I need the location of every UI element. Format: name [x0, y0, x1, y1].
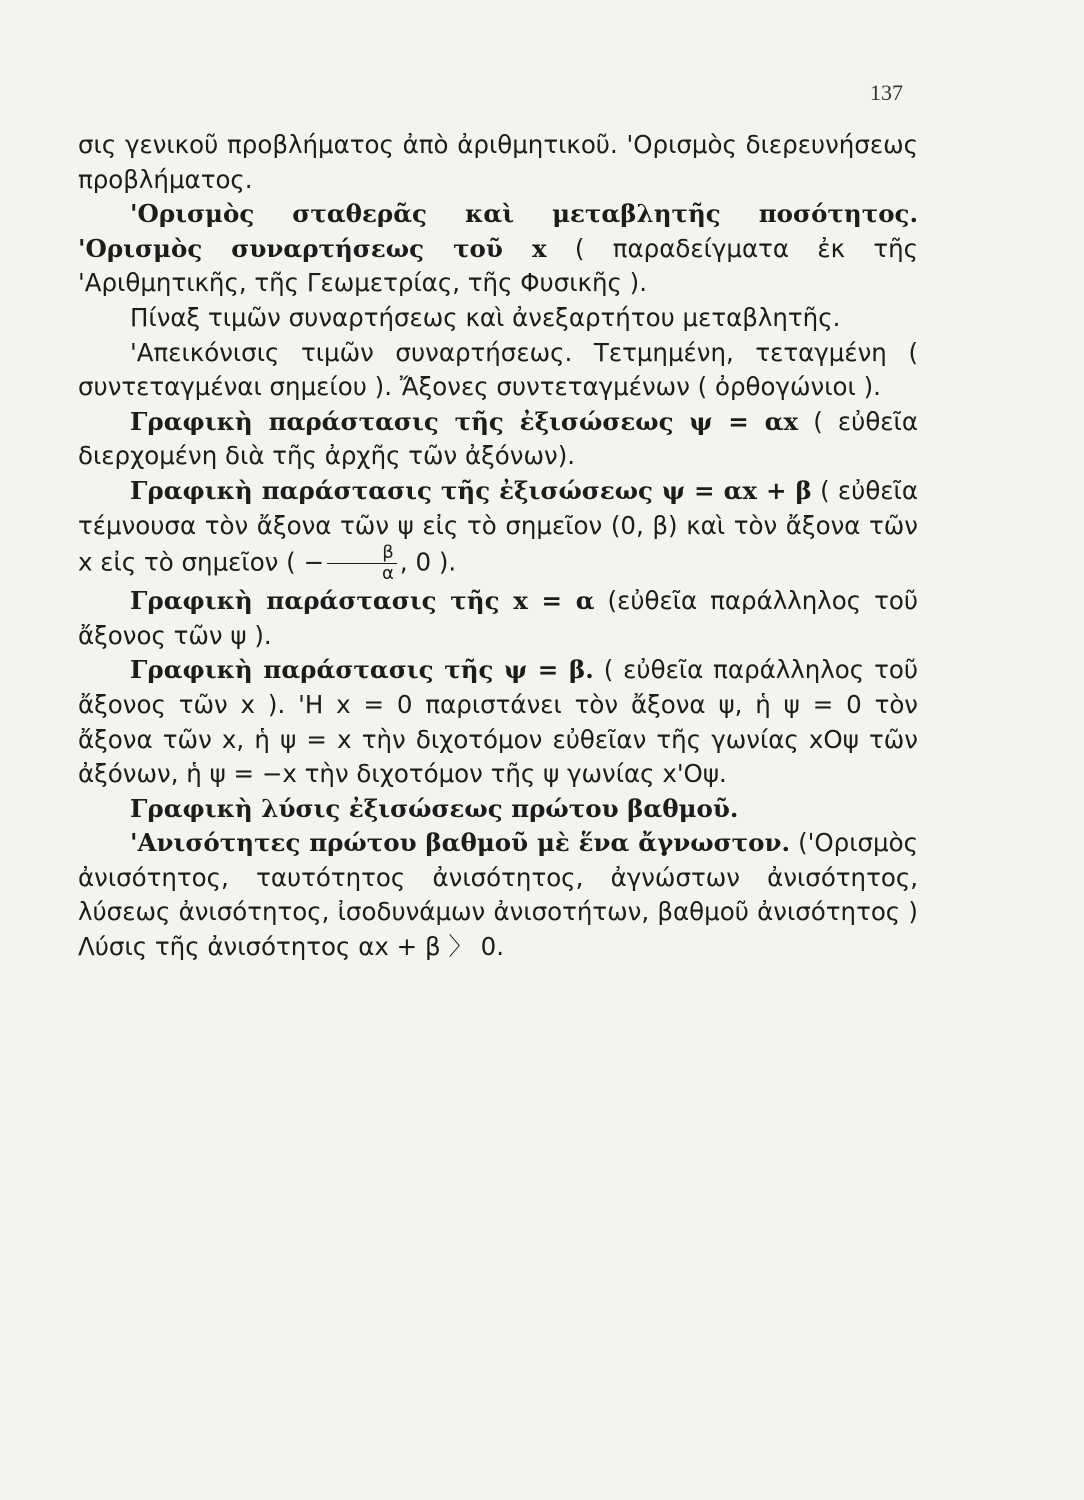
inequalities-heading: 'Ανισότητες πρώτου βαθμοῦ μὲ ἕνα ἄγνωστον.: [130, 828, 790, 858]
paragraph-8: [78, 653, 918, 791]
paragraph-4: 'Απεικόνισις τιμῶν συναρτήσεως. Τετμημένη, τεταγμένη ( συντεταγμέναι σημείου ). Ἄξονες συντεταγμένων ( ὀρθογώνιοι ).: [78, 337, 918, 402]
fraction-denominator: α: [382, 563, 394, 585]
paragraph-3: Πίναξ τιμῶν συναρτήσεως καὶ ἀνεξαρτήτου μεταβλητῆς.: [130, 302, 841, 332]
fraction-numerator: β: [327, 543, 397, 564]
graph-axb-heading: Γραφικὴ παράστασις τῆς ἐξισώσεως ψ = αx + β: [130, 475, 812, 505]
paragraph-7: [78, 584, 918, 653]
graph-x-alpha-heading: Γραφικὴ παράστασις τῆς x = α: [130, 586, 595, 616]
paragraph-5: [78, 405, 918, 474]
fraction-beta-alpha: [327, 543, 397, 584]
graph-axb-text: ( εὐθεῖα τέμνουσα τὸν ἄξονα τῶν ψ εἰς τὸ σημεῖον (0, β) καὶ τὸν ἄξονα τῶν x εἰς τὸ σημεῖον (: [78, 475, 918, 577]
body-text: [78, 128, 918, 965]
graph-axb-end: , 0 ).: [399, 547, 457, 577]
paragraph-6: [78, 474, 918, 584]
definition-heading: 'Ορισμὸς σταθερᾶς καὶ μεταβλητῆς ποσότητος. 'Ορισμὸς συναρτήσεως τοῦ x: [78, 199, 918, 263]
graph-ax-heading: Γραφικὴ παράστασις τῆς ἐξισώσεως ψ = αx: [130, 406, 799, 436]
graph-psi-beta-heading: Γραφικὴ παράστασις τῆς ψ = β.: [130, 655, 594, 685]
minus-sign: −: [303, 547, 325, 577]
graphic-solution-heading: Γραφικὴ λύσις ἐξισώσεως πρώτου βαθμοῦ.: [130, 793, 739, 823]
graph-x-alpha-text: (εὐθεῖα παράλληλος τοῦ ἄξονος τῶν ψ ).: [78, 586, 918, 650]
paragraph-2: [78, 197, 918, 301]
paragraph-1: σις γενικοῦ προβλήματος ἀπὸ ἀριθμητικοῦ. 'Ορισμὸς διερευνήσεως προβλήματος.: [78, 130, 918, 194]
definition-text: ( παραδείγματα ἐκ τῆς 'Αριθμητικῆς, τῆς Γεωμετρίας, τῆς Φυσικῆς ).: [78, 233, 919, 298]
graph-ax-text: ( εὐθεῖα διερχομένη διὰ τῆς ἀρχῆς τῶν ἀξόνων).: [78, 406, 918, 471]
graph-psi-beta-text: ( εὐθεῖα παράλληλος τοῦ ἄξονος τῶν x ). 'Η x = 0 παριστάνει τὸν ἄξονα ψ, ἡ ψ = 0 τὸν ἄξονα τῶν x, ἡ ψ = x τὴν διχοτόμον εὐθεῖαν τῆς γωνίας xOψ τῶν ἀξόνων, ἡ ψ = −x τὴν διχοτόμον τῆς ψ γωνίας x'Oψ.: [78, 655, 919, 789]
page-number: 137: [870, 80, 903, 105]
inequalities-text: ('Ορισμὸς ἀνισότητος, ταυτότητος ἀνισότητος, ἀγνώστων ἀνισότητος, λύσεως ἀνισότητος, ἰσοδυνάμων ἀνισοτήτων, βαθμοῦ ἀνισότητος ) Λύσις τῆς ἀνισότητος αx + β 〉 0.: [78, 828, 918, 962]
paragraph-9: [78, 792, 918, 827]
paragraph-10: [78, 826, 918, 964]
